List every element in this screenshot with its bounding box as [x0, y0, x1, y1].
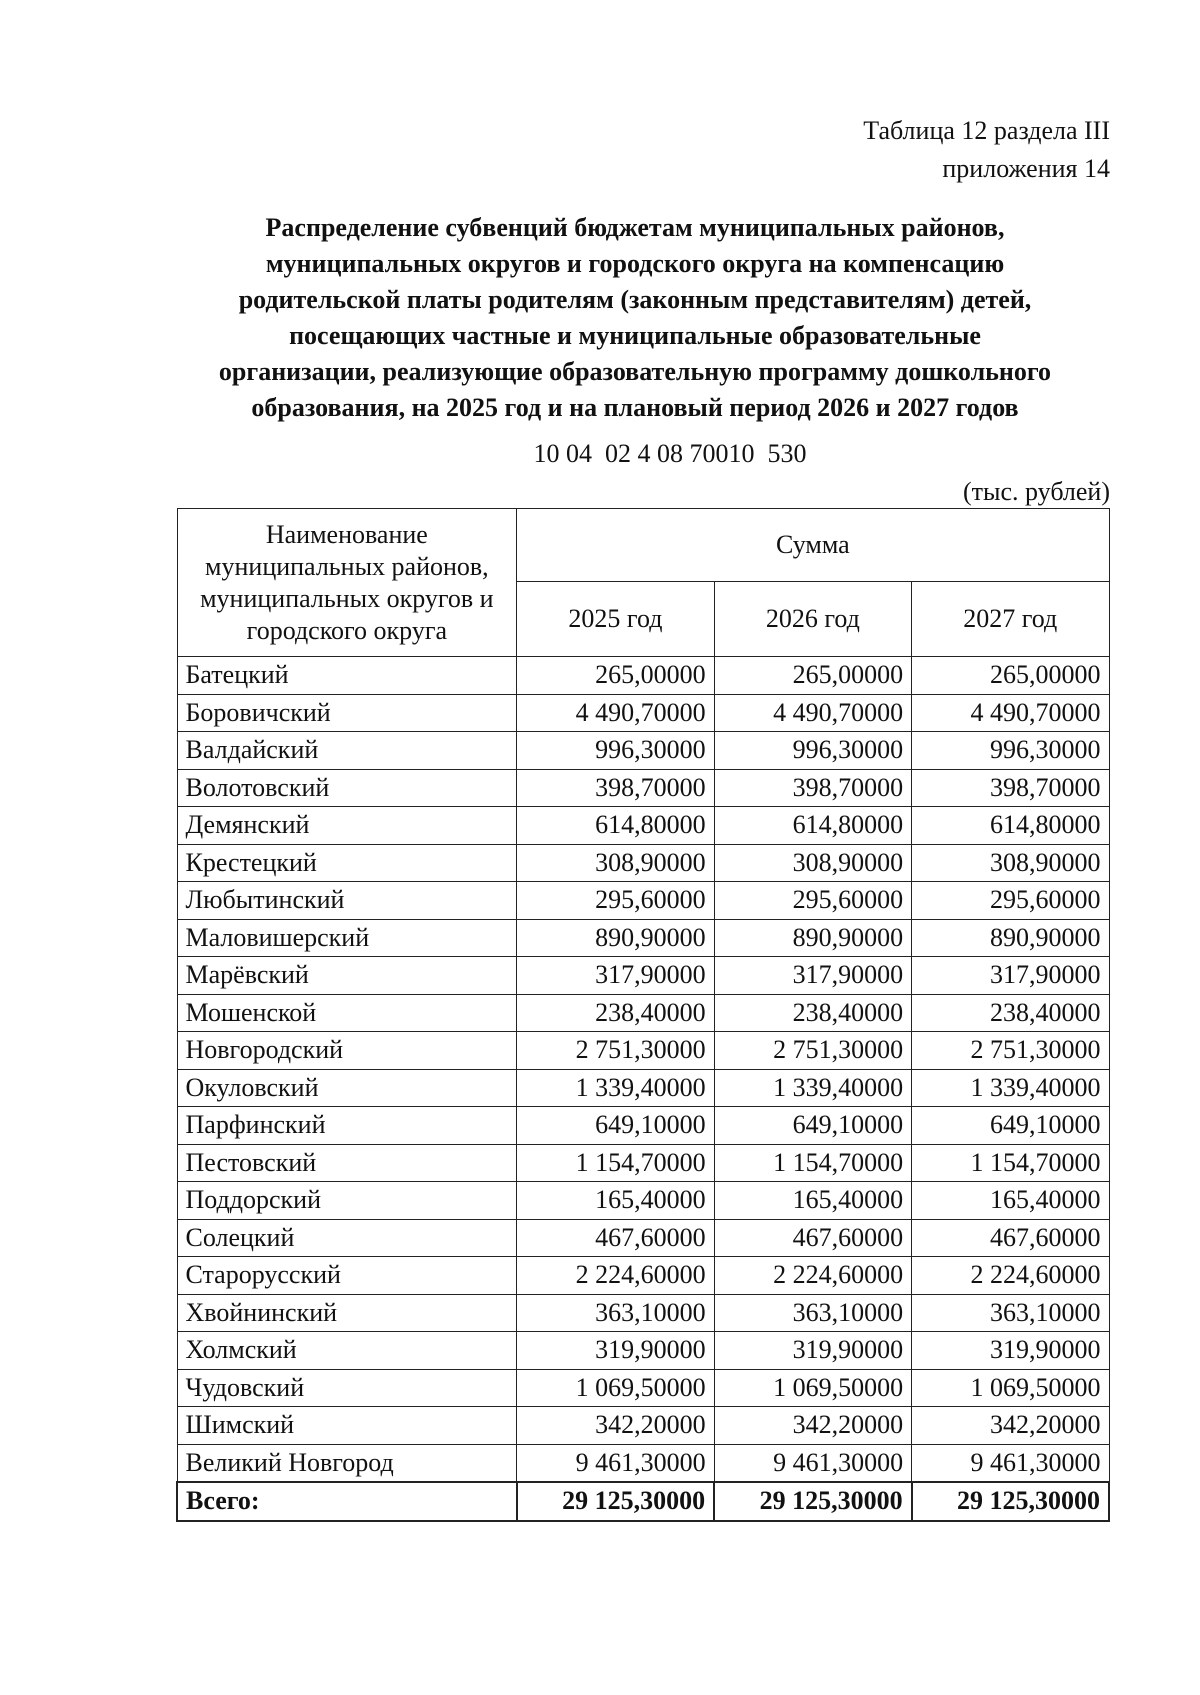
value-2027: 238,40000: [912, 994, 1109, 1032]
district-name: Пестовский: [177, 1144, 517, 1182]
value-2025: 614,80000: [517, 807, 714, 845]
district-name: Окуловский: [177, 1069, 517, 1107]
value-2025: 1 069,50000: [517, 1369, 714, 1407]
value-2025: 165,40000: [517, 1182, 714, 1220]
value-2025: 295,60000: [517, 882, 714, 920]
title-line: образования, на 2025 год и на плановый период 2026 и 2027 годов: [251, 393, 1019, 422]
table-row: [177, 807, 1109, 845]
district-name: Волотовский: [177, 769, 517, 807]
year-header-2026: 2026 год: [714, 582, 911, 657]
total-2025: 29 125,30000: [517, 1482, 714, 1521]
value-2025: 4 490,70000: [517, 694, 714, 732]
value-2025: 238,40000: [517, 994, 714, 1032]
subvention-table: [176, 508, 1110, 1522]
value-2027: 614,80000: [912, 807, 1109, 845]
value-2027: 467,60000: [912, 1219, 1109, 1257]
value-2026: 165,40000: [714, 1182, 911, 1220]
value-2027: 342,20000: [912, 1407, 1109, 1445]
budget-code-text: 10 04 02 4 08 70010 530: [533, 439, 807, 468]
value-2026: 890,90000: [714, 919, 911, 957]
table-row: [177, 769, 1109, 807]
table-row: [177, 1032, 1109, 1070]
name-column-header: Наименование муниципальных районов, муниципальных округов и городского округа: [177, 509, 517, 657]
table-row: [177, 694, 1109, 732]
value-2026: 308,90000: [714, 844, 911, 882]
district-name: Валдайский: [177, 732, 517, 770]
value-2026: 238,40000: [714, 994, 911, 1032]
year-header-2027: 2027 год: [912, 582, 1109, 657]
value-2027: 649,10000: [912, 1107, 1109, 1145]
district-name: Демянский: [177, 807, 517, 845]
value-2026: 9 461,30000: [714, 1444, 911, 1482]
district-name: Чудовский: [177, 1369, 517, 1407]
table-body: [177, 657, 1109, 1521]
value-2026: 996,30000: [714, 732, 911, 770]
value-2025: 308,90000: [517, 844, 714, 882]
district-name: Новгородский: [177, 1032, 517, 1070]
district-name: Холмский: [177, 1332, 517, 1370]
value-2025: 398,70000: [517, 769, 714, 807]
reference-line-2: приложения 14: [942, 154, 1110, 183]
value-2027: 1 339,40000: [912, 1069, 1109, 1107]
value-2026: 467,60000: [714, 1219, 911, 1257]
district-name: Марёвский: [177, 957, 517, 995]
title-line: родительской платы родителям (законным представителям) детей,: [238, 285, 1032, 314]
table-row: [177, 1107, 1109, 1145]
district-name: Любытинский: [177, 882, 517, 920]
value-2026: 363,10000: [714, 1294, 911, 1332]
table-row: [177, 1257, 1109, 1295]
table-row: [177, 1182, 1109, 1220]
district-name: Шимский: [177, 1407, 517, 1445]
value-2026: 398,70000: [714, 769, 911, 807]
title-line: муниципальных округов и городского округа на компенсацию: [265, 249, 1005, 278]
value-2026: 1 069,50000: [714, 1369, 911, 1407]
table-row: [177, 1407, 1109, 1445]
table-row: [177, 732, 1109, 770]
value-2027: 9 461,30000: [912, 1444, 1109, 1482]
title-line: посещающих частные и муниципальные образовательные: [289, 321, 981, 350]
table-row: [177, 994, 1109, 1032]
title-line: организации, реализующие образовательную программу дошкольного: [218, 357, 1052, 386]
value-2027: 317,90000: [912, 957, 1109, 995]
budget-code: [0, 438, 1200, 470]
district-name: Маловишерский: [177, 919, 517, 957]
value-2026: 1 154,70000: [714, 1144, 911, 1182]
table-reference: [863, 112, 1110, 188]
title-line: Распределение субвенций бюджетам муниципальных районов,: [265, 213, 1005, 242]
value-2025: 2 751,30000: [517, 1032, 714, 1070]
district-name: Старорусский: [177, 1257, 517, 1295]
value-2025: 649,10000: [517, 1107, 714, 1145]
value-2026: 2 751,30000: [714, 1032, 911, 1070]
value-2026: 649,10000: [714, 1107, 911, 1145]
document-title: [170, 210, 1100, 426]
table-row: [177, 1294, 1109, 1332]
value-2027: 265,00000: [912, 657, 1109, 695]
value-2027: 308,90000: [912, 844, 1109, 882]
value-2025: 9 461,30000: [517, 1444, 714, 1482]
table-row: [177, 1219, 1109, 1257]
value-2027: 890,90000: [912, 919, 1109, 957]
value-2025: 319,90000: [517, 1332, 714, 1370]
value-2025: 1 154,70000: [517, 1144, 714, 1182]
value-2025: 342,20000: [517, 1407, 714, 1445]
district-name: Солецкий: [177, 1219, 517, 1257]
value-2027: 319,90000: [912, 1332, 1109, 1370]
table-row: [177, 844, 1109, 882]
table-row: [177, 919, 1109, 957]
table-row: [177, 1069, 1109, 1107]
total-label: Всего:: [177, 1482, 517, 1521]
value-2027: 2 224,60000: [912, 1257, 1109, 1295]
value-2026: 317,90000: [714, 957, 911, 995]
total-row: [177, 1482, 1109, 1521]
value-2026: 2 224,60000: [714, 1257, 911, 1295]
sum-column-header: Сумма: [517, 509, 1109, 582]
district-name: Мошенской: [177, 994, 517, 1032]
value-2025: 996,30000: [517, 732, 714, 770]
value-2026: 1 339,40000: [714, 1069, 911, 1107]
district-name: Поддорский: [177, 1182, 517, 1220]
value-2025: 363,10000: [517, 1294, 714, 1332]
value-2027: 398,70000: [912, 769, 1109, 807]
unit-label: (тыс. рублей): [962, 477, 1110, 506]
value-2025: 467,60000: [517, 1219, 714, 1257]
value-2027: 996,30000: [912, 732, 1109, 770]
value-2026: 265,00000: [714, 657, 911, 695]
table-row: [177, 1444, 1109, 1482]
value-2027: 165,40000: [912, 1182, 1109, 1220]
value-2025: 890,90000: [517, 919, 714, 957]
district-name: Батецкий: [177, 657, 517, 695]
value-2026: 614,80000: [714, 807, 911, 845]
value-2027: 363,10000: [912, 1294, 1109, 1332]
year-header-2025: 2025 год: [517, 582, 714, 657]
district-name: Парфинский: [177, 1107, 517, 1145]
value-2027: 295,60000: [912, 882, 1109, 920]
district-name: Великий Новгород: [177, 1444, 517, 1482]
table-row: [177, 1369, 1109, 1407]
total-2026: 29 125,30000: [714, 1482, 911, 1521]
value-2025: 317,90000: [517, 957, 714, 995]
district-name: Хвойнинский: [177, 1294, 517, 1332]
total-2027: 29 125,30000: [912, 1482, 1109, 1521]
table-row: [177, 657, 1109, 695]
table-row: [177, 882, 1109, 920]
value-2025: 2 224,60000: [517, 1257, 714, 1295]
table-row: [177, 1144, 1109, 1182]
value-2025: 1 339,40000: [517, 1069, 714, 1107]
value-2026: 319,90000: [714, 1332, 911, 1370]
reference-line-1: Таблица 12 раздела III: [863, 116, 1110, 145]
value-2027: 1 069,50000: [912, 1369, 1109, 1407]
value-2027: 4 490,70000: [912, 694, 1109, 732]
value-2026: 4 490,70000: [714, 694, 911, 732]
value-2025: 265,00000: [517, 657, 714, 695]
value-2026: 295,60000: [714, 882, 911, 920]
value-2027: 1 154,70000: [912, 1144, 1109, 1182]
table-row: [177, 1332, 1109, 1370]
value-2027: 2 751,30000: [912, 1032, 1109, 1070]
value-2026: 342,20000: [714, 1407, 911, 1445]
table-header-row: [177, 509, 1109, 582]
table-row: [177, 957, 1109, 995]
district-name: Боровичский: [177, 694, 517, 732]
district-name: Крестецкий: [177, 844, 517, 882]
